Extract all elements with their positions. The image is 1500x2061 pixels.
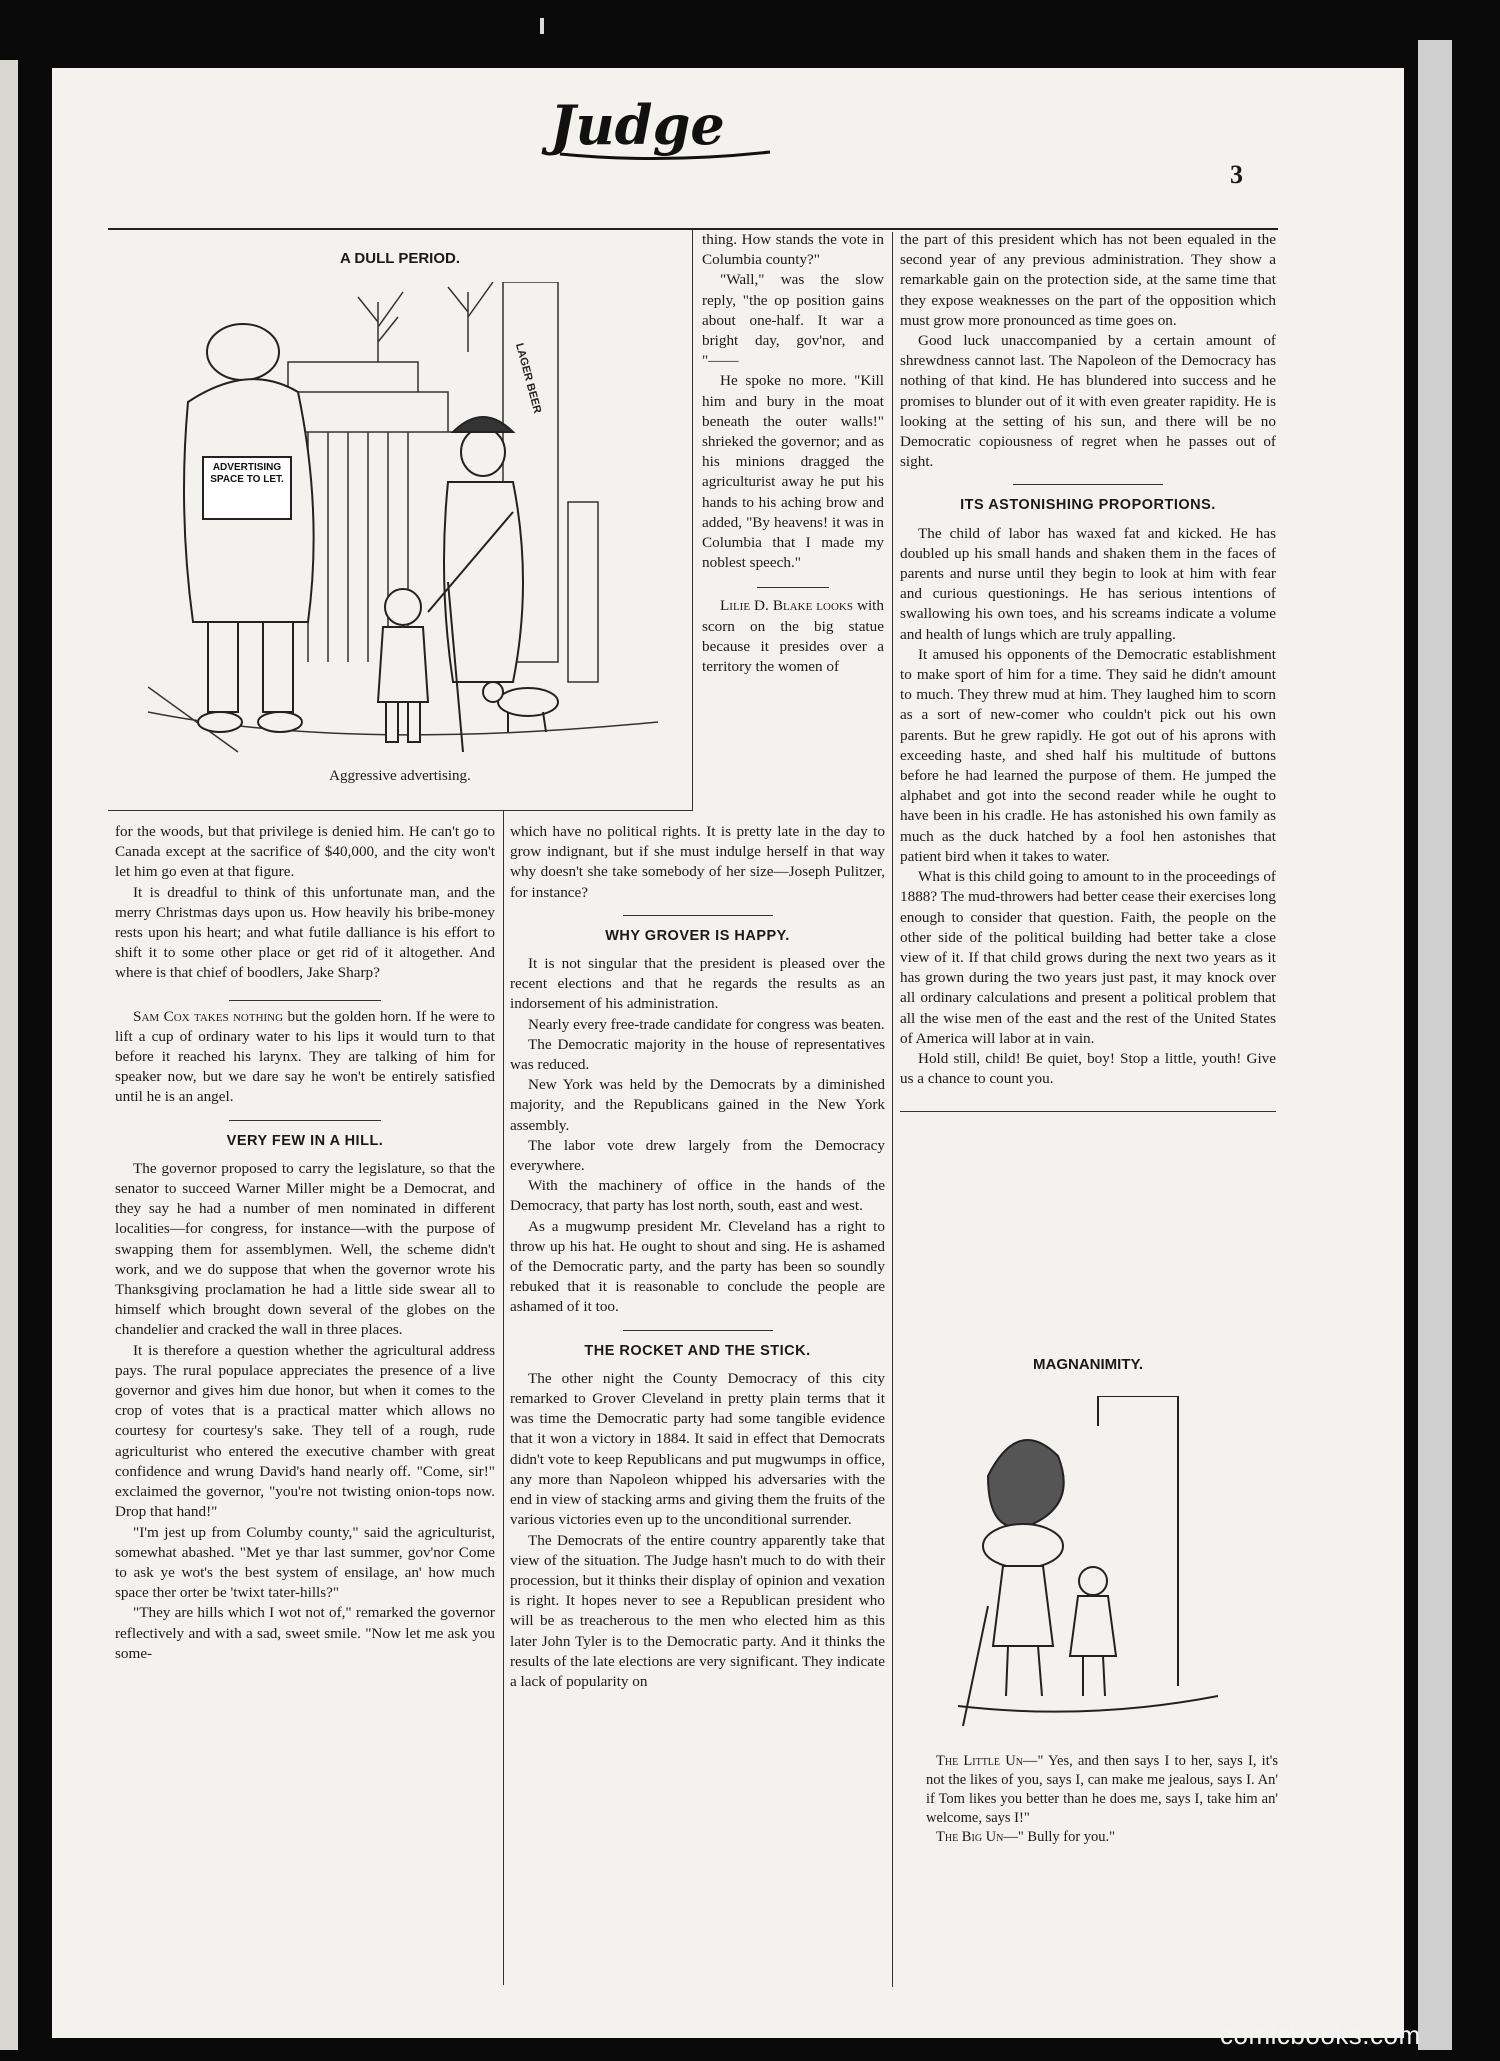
post-sign-text: LAGER BEER xyxy=(513,341,544,415)
little-un-lead: The Little Un— xyxy=(936,1753,1038,1769)
paragraph: Nearly every free-trade candidate for congress was beaten. xyxy=(528,1015,885,1033)
lilie-blake-paragraph xyxy=(702,596,884,677)
cartoon-title: MAGNANIMITY. xyxy=(1033,1356,1143,1373)
right-page-edge xyxy=(1418,40,1452,2050)
sam-cox-lead: Sam Cox takes nothing xyxy=(133,1007,284,1025)
paragraph: Good luck unaccompanied by a certain amount of shrewdness cannot last. The Napoleon of the Democracy has nothing of that kind. He has blundered into success and he promises to blunder out of it with even greater rapidity. He is looking at the setting of his sun, and there will be no Democratic copiousness of regret when he passes out of sight. xyxy=(900,332,1276,471)
heading-why-grover-is-happy: WHY GROVER IS HAPPY. xyxy=(605,927,790,944)
cartoon-illustration xyxy=(148,282,658,758)
lilie-blake-lead: Lilie D. Blake looks xyxy=(720,597,853,615)
paragraph: "I'm jest up from Columby county," said the agriculturist, somewhat abashed. "Met ye thar last summer, gov'nor Come to ask ye wot's the best system of ensilage, an' how much space ther orter be 'twixt tater-hills?" xyxy=(115,1523,495,1602)
paragraph: The Democratic majority in the house of representatives was reduced. xyxy=(510,1035,885,1074)
heading-very-few-in-a-hill: VERY FEW IN A HILL. xyxy=(226,1132,384,1149)
paragraph: The labor vote drew largely from the Democracy everywhere. xyxy=(510,1136,885,1175)
section-rule xyxy=(229,1000,381,1001)
paragraph: It is not singular that the president is pleased over the recent elections and that he regards the results as an indorsement of his administration. xyxy=(510,955,885,1013)
paragraph: The child of labor has waxed fat and kicked. He has doubled up his small hands and shaken them in the faces of parents and nurse until they begin to look at him with fear and curious questionings. He has serious intentions of swallowing his own toes, and his screams indicate a volume and health of lungs which are truly appalling. xyxy=(900,524,1276,643)
paragraph: Hold still, child! Be quiet, boy! Stop a little, youth! Give us a chance to count you. xyxy=(900,1049,1276,1088)
section-rule xyxy=(623,1330,773,1331)
paragraph: It amused his opponents of the Democratic establishment to make sport of him for a time. They said he didn't amount to much. They threw mud at him. They laughed him to scorn as a sort of new-comer who couldn't pick out his own parents. But he grew rapidly. He got out of his aprons with exceeding haste, and shed half his multitude of buttons before he had learned the purpose of them. He jumped the alphabet and got into the second reader while he ought to have been in his cradle. He has astonished his own family as much as the duck hatched by a fool hen astonishes that patient bird when it takes to water. xyxy=(900,645,1276,865)
paragraph: What is this child going to amount to in the proceedings of 1888? The mud-throwers had better cease their exercises long enough to consider that question. Faith, the people on the other side of the political building had better take a close view of it. If that child grows during the next two years as it has grown during the two years just past, it may knock over all ordinary calculations and present a political problem that all the wise men of the east and the rest of the United States of America will labor at in vain. xyxy=(900,868,1276,1047)
paragraph: which have no political rights. It is pretty late in the day to grow indignant, but if she must indulge herself in that way why doesn't she take somebody of her size—Joseph Pulitzer, for instance? xyxy=(510,823,885,901)
watermark-text: comicbooks.com xyxy=(1220,2020,1421,2050)
cartoon-title: A DULL PERIOD. xyxy=(339,250,460,267)
section-rule xyxy=(900,1111,1276,1112)
section-rule xyxy=(623,915,773,916)
little-un-text: " Yes, and then says I to her, says I, it's not the likes of you, says I, can make me jealous, says I. An' if Tom likes you better than he does me, says I, take him an' welcome, says I!" xyxy=(926,1753,1278,1826)
cartoon-caption xyxy=(926,1752,1278,1847)
section-rule xyxy=(757,587,830,588)
paragraph: "Wall," was the slow reply, "the op position gains about one-half. It war a bright day, gov'nor, and "—— xyxy=(702,271,884,370)
section-rule xyxy=(1013,484,1163,485)
section-rule xyxy=(229,1120,381,1121)
paragraph: It is dreadful to think of this unfortunate man, and the merry Christmas days upon us. How heavily his bribe-money rests upon his heart; and what futile dalliance is his effort to shift it to some other place or get rid of it altogether. And where is that chief of boodlers, Jake Sharp? xyxy=(115,883,495,982)
cartoon-caption: Aggressive advertising. xyxy=(329,768,471,784)
paragraph: With the machinery of office in the hands of the Democracy, that party has lost north, south, east and west. xyxy=(510,1177,885,1215)
column-2-upper xyxy=(702,230,884,677)
lilie-blake-text: with scorn on the big statue because it presides over a territory the women of xyxy=(702,597,884,676)
binding-mark xyxy=(540,18,544,34)
big-un-lead: The Big Un— xyxy=(936,1829,1018,1845)
paragraph: The other night the County Democracy of this city remarked to Grover Cleveland in pretty plain terms that it was time the Democratic party had some tangible evidence that it won a victory in 1884. It said in effect that Democrats didn't vote to keep Republicans and put mugwumps in office, any more than Napoleon whipped his adversaries with the end in view of stacking arms and giving them the fruits of the various victories even up to the unconditional surrender. xyxy=(510,1369,885,1529)
paragraph: for the woods, but that privilege is denied him. He can't go to Canada except at the sacrifice of $40,000, and the city won't let him go even at that figure. xyxy=(115,823,495,881)
column-divider-1 xyxy=(503,810,504,1985)
column-2-lower xyxy=(510,822,885,1692)
column-1 xyxy=(115,822,495,1664)
paragraph: the part of this president which has not been equaled in the second year of any previous administration. They show a remarkable gain on the protection side, at the same time that they expose weaknesses on the part of the opposition which must grow more pronounced as time goes on. xyxy=(900,231,1276,329)
paragraph: It is therefore a question whether the agricultural address pays. The rural populace appreciates the presence of a live governor and gives him due honor, but when it comes to the crop of votes that is a practical matter which allows no courtesy for courtesy's sake. They tell of a rough, rude agriculturist who entered the executive chamber with great confidence and wrung David's hand nearly off. "Come, sir!" exclaimed the governor, "you're not twisting onion-tops now. Drop that hand!" xyxy=(115,1341,495,1521)
paragraph: "They are hills which I wot not of," remarked the governor reflectively and with a sad, sweet smile. "Now let me ask you some- xyxy=(115,1604,495,1662)
heading-its-astonishing-proportions: ITS ASTONISHING PROPORTIONS. xyxy=(960,497,1216,514)
cartoon-illustration xyxy=(958,1396,1218,1746)
paragraph: He spoke no more. "Kill him and bury in the moat beneath the outer walls!" shrieked the governor; and as his minions dragged the agriculturist away he put his hands to his aching brow and added, "By heavens! it was in Columbia that I made my noblest speech." xyxy=(702,372,884,572)
advertising-sign-text: ADVERTISING SPACE TO LET. xyxy=(210,462,284,485)
heading-rocket-and-stick: THE ROCKET AND THE STICK. xyxy=(584,1342,811,1359)
column-3 xyxy=(900,230,1276,1112)
masthead-title: Judge xyxy=(550,93,725,157)
paragraph: thing. How stands the vote in Columbia county?" xyxy=(702,231,884,269)
paragraph: The governor proposed to carry the legislature, so that the senator to succeed Warner Miller might be a Democrat, and they say he had a number of men nominated in different localities—for congress, for instance—with the purpose of swapping them for assemblymen. Well, the scheme didn't work, and we do suppose that when the governor wrote his Thanksgiving proclamation he had a little side swear all to himself which brought down several of the globes on the chandelier and cracked the wall in three places. xyxy=(115,1159,495,1339)
sam-cox-text: but the golden horn. If he were to lift a cup of ordinary water to his lips it would turn to that before it reached his larynx. They are talking of him for speaker now, but we dare say he won't be entirely satisfied until he is an angel. xyxy=(115,1007,496,1106)
paragraph: New York was held by the Democrats by a diminished majority, and the Republicans gained in the New York assembly. xyxy=(510,1076,885,1134)
cartoon-a-dull-period xyxy=(108,230,693,811)
paragraph: As a mugwump president Mr. Cleveland has a right to throw up his hat. He ought to shout and sing. He is ashamed of the Democratic party, and the party has been so soundly rebuked that it is reasonable to conclude the people are ashamed of it too. xyxy=(510,1217,885,1316)
page-number: 3 xyxy=(1230,160,1243,189)
big-un-text: " Bully for you." xyxy=(1017,1829,1116,1845)
judge-masthead-logo xyxy=(540,82,800,172)
column-divider-2 xyxy=(892,232,893,1987)
cartoon-magnanimity xyxy=(898,1340,1278,2000)
left-page-edge xyxy=(0,60,18,2050)
paragraph: The Democrats of the entire country apparently take that view of the situation. The Judge hasn't much to do with their procession, but it thinks their display of opinion and vexation is right. It hopes never to see a Republican president who will be as treacherous to the men who elected him as this later John Tyler is to the Democratic party. And it thinks the results of the late elections are very significant. They indicate a lack of popularity on xyxy=(510,1531,885,1690)
sam-cox-paragraph xyxy=(115,1007,495,1108)
